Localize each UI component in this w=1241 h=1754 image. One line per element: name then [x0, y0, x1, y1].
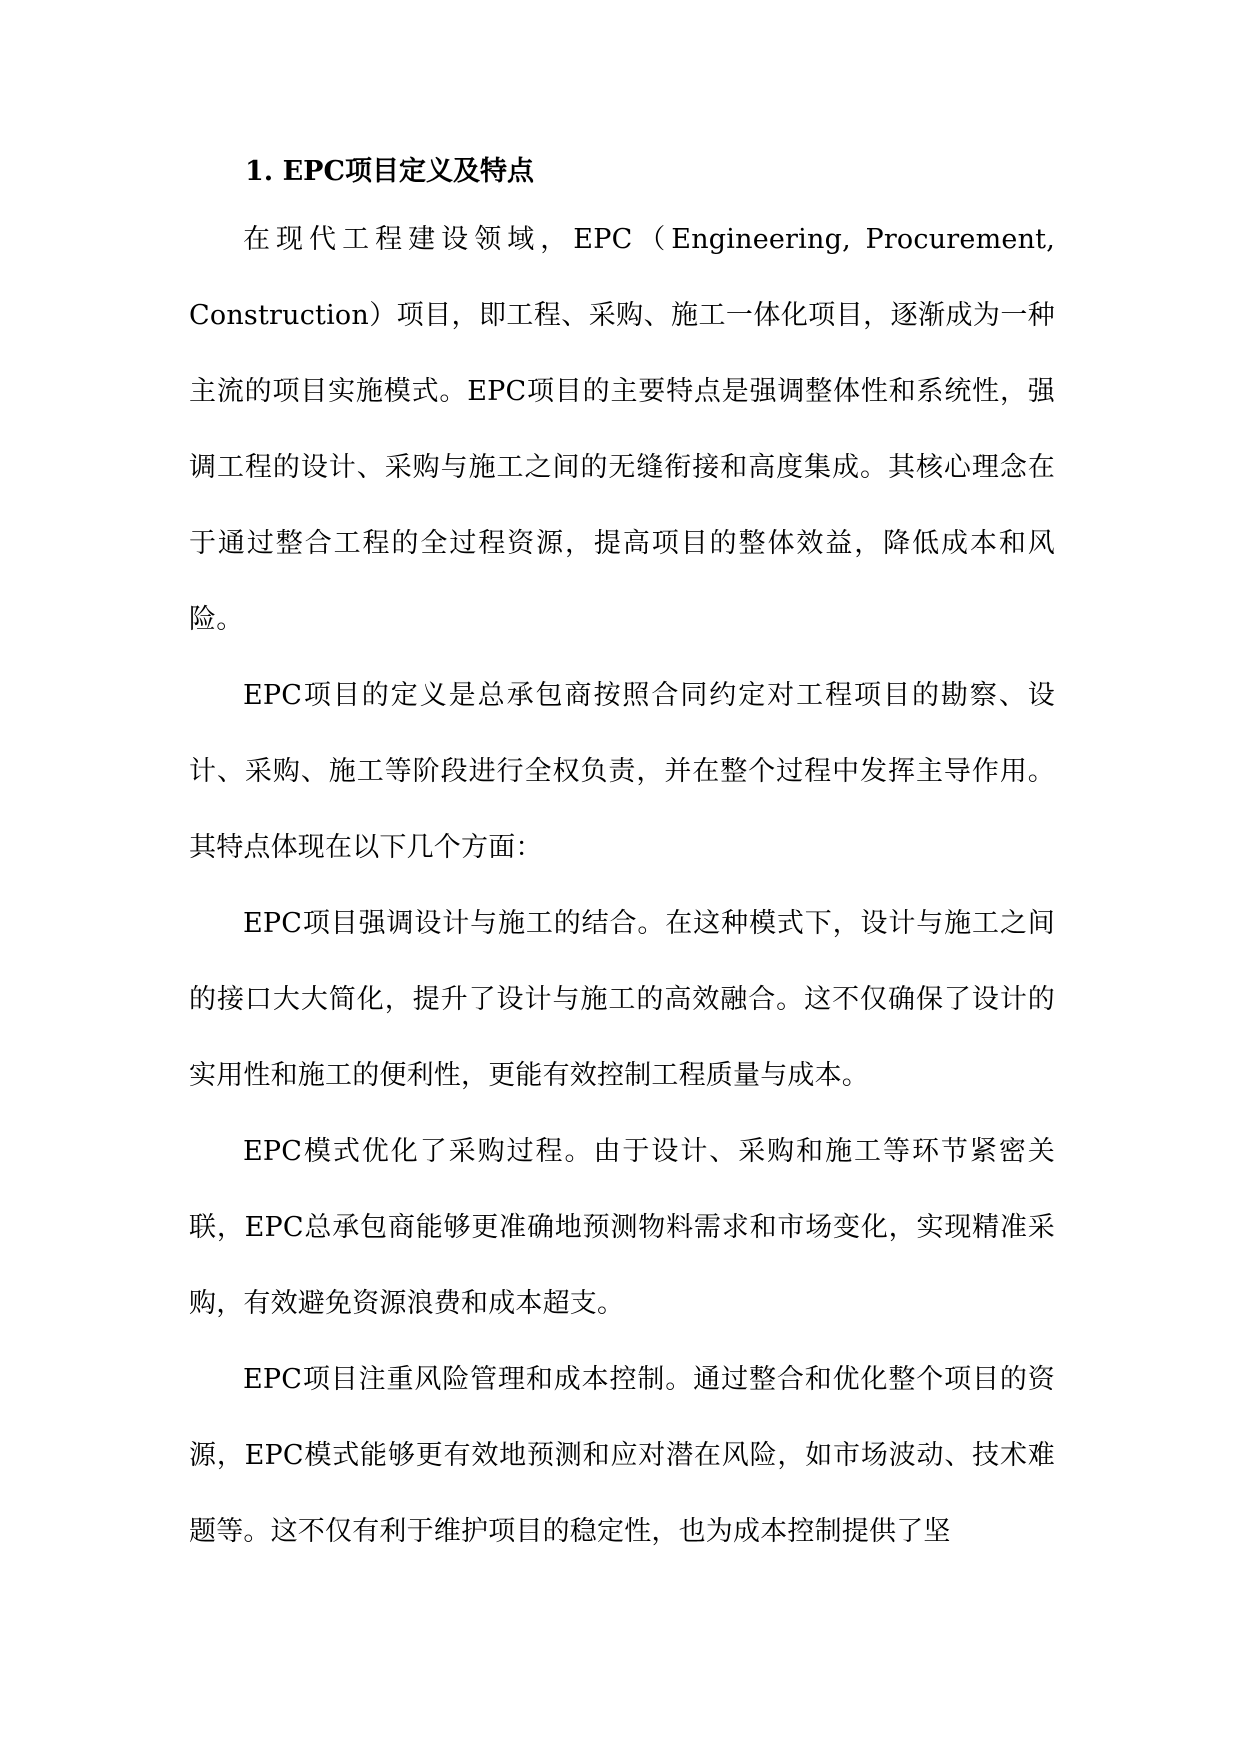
section-heading: 1. EPC项目定义及特点 [245, 156, 534, 187]
paragraph-epc-overview: 在现代工程建设领域，EPC（Engineering, Procurement, Construction）项目，即工程、采购、施工一体化项目，逐渐成为一种主流的项目实施模式。EPC项目的主要特点是强调整体性和系统性，强调工程的设计、采购与施工之间的无缝衔接和高度集成。其核心理念在于通过整合工程的全过程资源，提高项目的整体效益，降低成本和风险。 [189, 224, 1055, 635]
paragraph-procurement: EPC模式优化了采购过程。由于设计、采购和施工等环节紧密关联，EPC总承包商能够更准确地预测物料需求和市场变化，实现精准采购，有效避免资源浪费和成本超支。 [189, 1136, 1055, 1319]
paragraph-epc-definition: EPC项目的定义是总承包商按照合同约定对工程项目的勘察、设计、采购、施工等阶段进行全权负责，并在整个过程中发挥主导作用。其特点体现在以下几个方面： [189, 680, 1055, 863]
document-body [189, 150, 1055, 1570]
paragraph-risk-cost: EPC项目注重风险管理和成本控制。通过整合和优化整个项目的资源，EPC模式能够更有效地预测和应对潜在风险，如市场波动、技术难题等。这不仅有利于维护项目的稳定性，也为成本控制提供了坚 [189, 1364, 1055, 1547]
paragraph-design-construction: EPC项目强调设计与施工的结合。在这种模式下，设计与施工之间的接口大大简化，提升了设计与施工的高效融合。这不仅确保了设计的实用性和施工的便利性，更能有效控制工程质量与成本。 [189, 908, 1055, 1091]
